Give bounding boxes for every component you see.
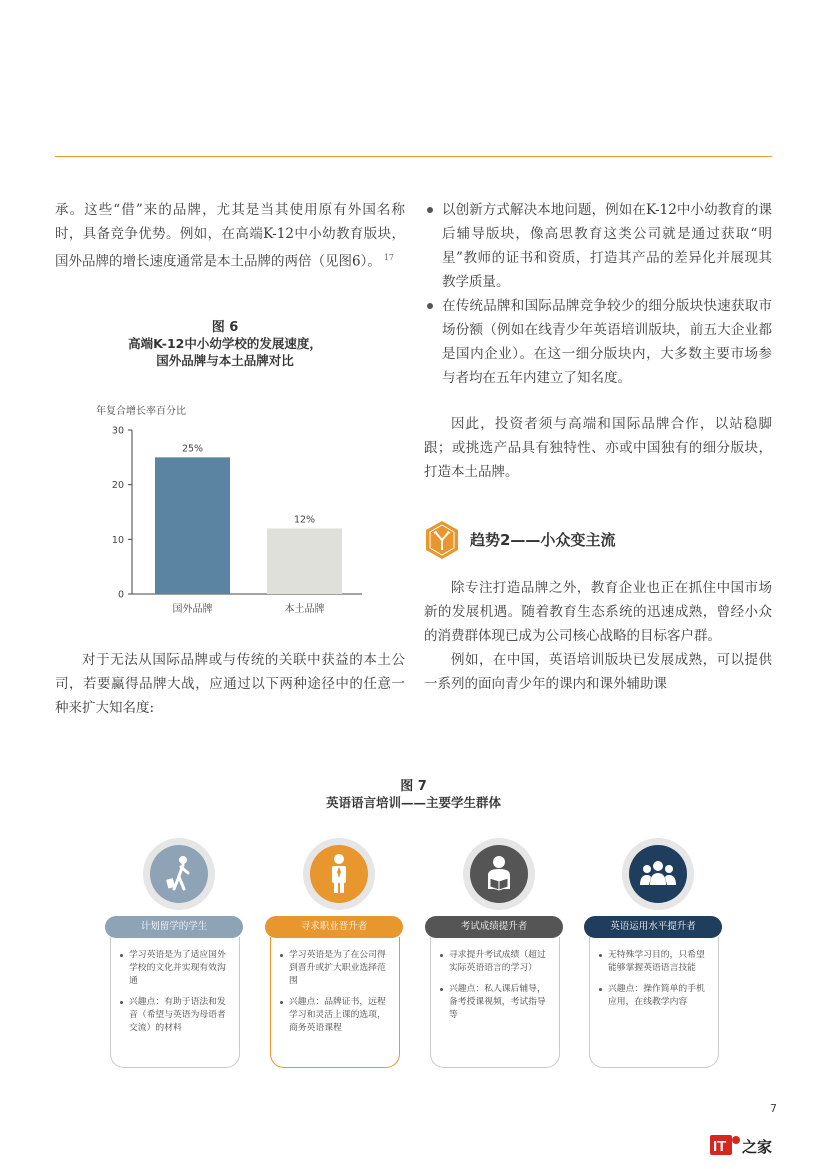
figure6-title-line2: 国外品牌与本土品牌对比 xyxy=(156,353,294,368)
card-item xyxy=(439,983,551,1022)
card-item-text: 兴趣点：品牌证书，远程学习和灵活上课的选项，商务英语课程 xyxy=(289,997,386,1033)
conclusion-paragraph: 因此，投资者须与高端和国际品牌合作，以站稳脚跟；或挑选产品具有独特性、亦或中国独有的细分版块，打造本土品牌。 xyxy=(424,416,772,480)
split-arrow-hexagon-icon xyxy=(424,520,460,560)
student-group-career xyxy=(265,838,415,1070)
header-rule xyxy=(55,156,772,157)
group-icon-ring xyxy=(463,838,535,910)
bullet-dot xyxy=(440,954,443,957)
bullet-dot xyxy=(120,954,123,957)
group-icon-ring xyxy=(622,838,694,910)
businessman-icon xyxy=(310,845,368,903)
reader-icon xyxy=(470,845,528,903)
bar-value-label: 25% xyxy=(181,443,204,455)
trend2-paragraph-2: 例如，在中国，英语培训版块已发展成熟，可以提供一系列的面向青少年的课内和课外辅助课 xyxy=(424,652,772,692)
group-icon-core xyxy=(150,845,208,903)
group-icon-core xyxy=(629,845,687,903)
right-column xyxy=(424,198,772,484)
left-intro-text: 承。这些“借”来的品牌，尤其是当其使用原有外国名称时，具备竞争优势。例如，在高端K-12中小幼教育版块，国外品牌的增长速度通常是本土品牌的两倍（见图6）。 xyxy=(55,202,405,270)
student-group-study-abroad xyxy=(105,838,255,1070)
ithome-logo[interactable] xyxy=(710,1133,780,1157)
x-category-label: 本土品牌 xyxy=(284,604,325,615)
bullet-dot xyxy=(599,988,602,991)
group-icon-ring xyxy=(143,838,215,910)
group-label-pill: 计划留学的学生 xyxy=(105,916,243,938)
figure7-heading xyxy=(0,775,827,811)
bullet-dot xyxy=(427,303,433,309)
card-item-text: 兴趣点：操作简单的手机应用，在线教学内容 xyxy=(608,984,705,1007)
y-axis-label: 年复合增长率百分比 xyxy=(96,406,186,417)
left-outro-paragraph: 对于无法从国际品牌或与传统的关联中获益的本土公司，若要赢得品牌大战，应通过以下两种途径中的任意一种来扩大知名度: xyxy=(55,652,405,716)
y-tick-label: 0 xyxy=(117,589,124,601)
student-group-proficiency xyxy=(584,838,734,1070)
group-card xyxy=(430,937,560,1068)
group-icon-core xyxy=(310,845,368,903)
trend2-title: 趋势2——小众变主流 xyxy=(470,531,616,549)
card-item-text: 无特殊学习目的，只希望能够掌握英语语言技能 xyxy=(608,950,705,973)
bar-value-label: 12% xyxy=(293,514,316,526)
card-item xyxy=(598,949,710,975)
bullet-item xyxy=(424,198,772,294)
figure7-number: 图 7 xyxy=(400,779,427,794)
card-item-text: 兴趣点：有助于语法和发音（希望与英语为母语者交流）的材料 xyxy=(129,997,226,1033)
card-item xyxy=(598,983,710,1009)
ithome-logo-text: 之家 xyxy=(742,1138,773,1156)
figure6-heading xyxy=(90,316,360,369)
bullet-item xyxy=(424,294,772,390)
card-item xyxy=(279,996,391,1035)
bar xyxy=(267,528,342,594)
group-card xyxy=(589,937,719,1068)
bar xyxy=(155,457,230,594)
bullet-dot xyxy=(427,207,433,213)
figure6-bar-chart xyxy=(90,400,380,620)
trend2-heading xyxy=(424,520,772,560)
bullet-dot xyxy=(599,954,602,957)
card-item xyxy=(119,949,231,988)
group-icon xyxy=(629,845,687,903)
card-item-text: 学习英语是为了在公司得到晋升或扩大职业选择范围 xyxy=(289,950,386,986)
group-card xyxy=(110,937,240,1068)
figure6-title-line1: 高端K-12中小幼学校的发展速度， xyxy=(128,336,322,351)
bullet-text: 以创新方式解决本地问题，例如在K-12中小幼教育的课后辅导版块，像高思教育这类公司就是通过获取“明星”教师的证书和资质，打造其产品的差异化并展现其教学质量。 xyxy=(442,202,772,290)
figure6-number: 图 6 xyxy=(211,320,239,335)
student-group-exam xyxy=(425,838,575,1070)
bullet-dot xyxy=(440,988,443,991)
card-item xyxy=(119,996,231,1035)
bullet-dot xyxy=(280,1001,283,1004)
y-tick-label: 30 xyxy=(111,425,124,437)
y-tick-label: 10 xyxy=(111,534,124,546)
bullet-dot xyxy=(120,1001,123,1004)
group-label-pill: 考试成绩提升者 xyxy=(425,916,563,938)
x-category-label: 国外品牌 xyxy=(172,604,213,615)
traveler-icon xyxy=(150,845,208,903)
card-item xyxy=(279,949,391,988)
footnote-ref[interactable]: 17 xyxy=(383,253,395,262)
trend2-paragraph-1: 除专注打造品牌之外，教育企业也正在抓住中国市场新的发展机遇。随着教育生态系统的迅速成熟，曾经小众的消费群体现已成为公司核心战略的目标客户群。 xyxy=(424,580,772,644)
card-item-text: 兴趣点：私人课后辅导，备考授课视频，考试指导等 xyxy=(449,984,546,1020)
card-item-text: 学习英语是为了适应国外学校的文化并实现有效沟通 xyxy=(129,950,226,986)
page-number: 7 xyxy=(770,1102,777,1115)
group-label-pill: 英语运用水平提升者 xyxy=(584,916,722,938)
card-item xyxy=(439,949,551,975)
bullet-dot xyxy=(280,954,283,957)
card-item-text: 寻求提升考试成绩（超过实际英语语言的学习） xyxy=(449,950,546,973)
group-icon-core xyxy=(470,845,528,903)
left-intro-paragraph xyxy=(55,198,405,274)
bullet-text: 在传统品牌和国际品牌竞争较少的细分版块快速获取市场份额（例如在线青少年英语培训版块，前五大企业都是国内企业）。在这一细分版块内，大多数主要市场参与者均在五年内建立了知名度。 xyxy=(442,298,772,386)
group-icon-ring xyxy=(303,838,375,910)
ithome-logo-mark xyxy=(710,1133,780,1157)
y-tick-label: 20 xyxy=(111,480,124,492)
right-column-lower xyxy=(424,576,772,696)
group-card xyxy=(270,937,400,1068)
svg-text:IT: IT xyxy=(713,1138,727,1155)
figure7-title: 英语语言培训——主要学生群体 xyxy=(325,795,501,810)
group-label-pill: 寻求职业晋升者 xyxy=(265,916,403,938)
